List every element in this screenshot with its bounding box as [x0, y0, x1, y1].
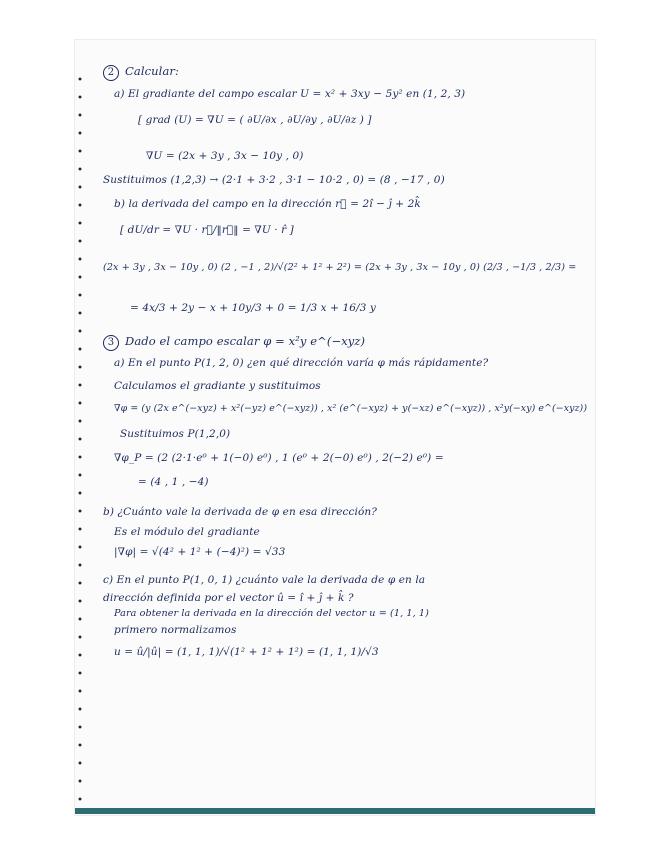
ex2-part-a-heading: a) El gradiante del campo escalar U = x² + 3xy − 5y² en (1, 2, 3) [114, 88, 466, 100]
gradient-definition: [ grad (U) = ∇U = ( ∂U/∂x , ∂U/∂y , ∂U/∂z ) ] [138, 114, 372, 126]
page-edge-bar [75, 808, 595, 814]
phi-substitution-note: Sustituimos P(1,2,0) [120, 428, 231, 440]
ex3-part-c-heading-2: dirección definida por el vector û = î + ĵ + k̂ ? [103, 592, 354, 604]
ex3-part-c-note-2: primero normalizamos [114, 624, 237, 636]
exercise-3-number: 3 [103, 335, 119, 351]
gradient-expression: ∇U = (2x + 3y , 3x − 10y , 0) [146, 150, 304, 162]
phi-gradient-result: = (4 , 1 , −4) [138, 476, 209, 488]
exercise-2-title: Calcular: [125, 64, 179, 78]
exercise-2-heading [103, 64, 179, 81]
gradient-modulus: |∇φ| = √(4² + 1² + (−4)²) = √33 [114, 546, 286, 558]
ex3-part-b-note: Es el módulo del gradiante [114, 526, 260, 538]
exercise-2-number: 2 [103, 65, 119, 81]
exercise-3-heading [103, 334, 365, 351]
phi-gradient-expression: ∇φ = (y (2x e^(−xyz) + x²(−yz) e^(−xyz)) , x² (e^(−xyz) + y(−xz) e^(−xyz)) , x²y(−xy) e^(−xyz)) [114, 403, 588, 414]
spiral-holes [77, 70, 83, 810]
ex3-part-a-note: Calculamos el gradiante y sustituimos [114, 380, 321, 392]
directional-derivative-definition: [ dU/dr = ∇U · r⃗/‖r⃗‖ = ∇U · r̂ ] [120, 224, 294, 236]
ex2-part-b-heading: b) la derivada del campo en la dirección r⃗ = 2î − ĵ + 2k̂ [114, 198, 421, 210]
ex3-part-a-heading: a) En el punto P(1, 2, 0) ¿en qué dirección varía φ más rápidamente? [114, 357, 489, 369]
unit-vector-calc: u = û/|û| = (1, 1, 1)/√(1² + 1² + 1²) = (1, 1, 1)/√3 [114, 646, 379, 658]
gradient-substitution: Sustituimos (1,2,3) → (2·1 + 3·2 , 3·1 − 10·2 , 0) = (8 , −17 , 0) [103, 174, 445, 186]
ex3-part-c-heading: c) En el punto P(1, 0, 1) ¿cuánto vale la derivada de φ en la [103, 574, 426, 586]
phi-gradient-evaluation: ∇φ_P = (2 (2·1·e⁰ + 1(−0) e⁰) , 1 (e⁰ + 2(−0) e⁰) , 2(−2) e⁰) = [114, 452, 444, 464]
ex3-part-c-note: Para obtener la derivada en la dirección del vector u = (1, 1, 1) [114, 608, 429, 619]
ex3-part-b-heading: b) ¿Cuánto vale la derivada de φ en esa dirección? [103, 506, 377, 518]
directional-derivative-calc: (2x + 3y , 3x − 10y , 0) (2 , −1 , 2)/√(2² + 1² + 2²) = (2x + 3y , 3x − 10y , 0) (2/3 , −1/3 , 2/3) = [103, 262, 577, 273]
exercise-3-title: Dado el campo escalar φ = x²y e^(−xyz) [125, 334, 366, 348]
directional-derivative-result: = 4x/3 + 2y − x + 10y/3 + 0 = 1/3 x + 16/3 y [130, 302, 376, 314]
